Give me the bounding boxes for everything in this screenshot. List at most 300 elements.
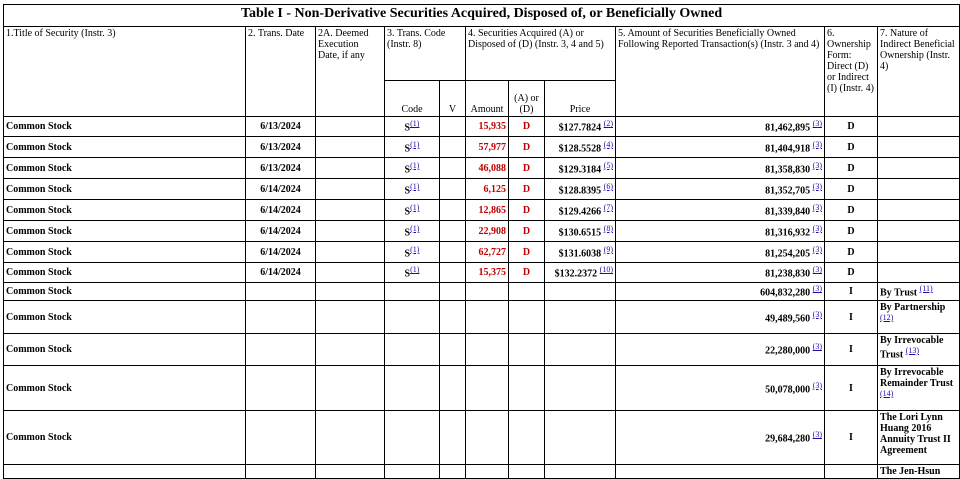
cell-a-or-d [509, 137, 545, 158]
cell-trans-date [246, 465, 316, 479]
header-deemed-execution-date: 2A. Deemed Execution Date, if any [316, 27, 385, 117]
nature-value: By Trust [880, 287, 918, 299]
cell-deemed-date [316, 283, 385, 301]
cell-a-or-d [509, 179, 545, 200]
ownership-form-value: I [849, 432, 853, 443]
footnote-link[interactable]: (8) [603, 223, 613, 233]
subheader-amount: Amount [466, 81, 509, 117]
trans-code: S [404, 143, 411, 155]
cell-trans-date [246, 179, 316, 200]
cell-trans-date [246, 283, 316, 301]
cell-deemed-date [316, 179, 385, 200]
cell-security [4, 117, 246, 137]
cell-price [545, 411, 616, 465]
table-row [4, 411, 960, 465]
security-title: Common Stock [6, 246, 72, 258]
a-or-d-value: D [522, 121, 531, 132]
cell-v [440, 242, 466, 263]
cell-a-or-d [509, 411, 545, 465]
footnote-link[interactable]: (3) [812, 160, 822, 170]
trans-code: S [404, 122, 411, 134]
a-or-d-value: D [522, 183, 531, 195]
cell-trans-date [246, 301, 316, 334]
subheader-a-or-d: (A) or (D) [509, 81, 545, 117]
cell-nature [878, 117, 960, 137]
cell-nature [878, 242, 960, 263]
cell-amount [466, 242, 509, 263]
cell-trans-date [246, 137, 316, 158]
cell-code [385, 334, 440, 366]
price-value: $127.7824 [558, 122, 602, 134]
cell-nature [878, 200, 960, 221]
footnote-link[interactable]: (14) [880, 389, 894, 398]
security-title: Common Stock [6, 141, 72, 153]
cell-code [385, 242, 440, 263]
cell-amount-owned [616, 411, 825, 465]
cell-amount-owned [616, 465, 825, 479]
cell-ownership-form [825, 242, 878, 263]
ownership-form-value: I [849, 382, 853, 394]
a-or-d-value: D [522, 267, 531, 278]
cell-code [385, 179, 440, 200]
cell-price [545, 137, 616, 158]
cell-amount [466, 158, 509, 179]
cell-ownership-form [825, 301, 878, 334]
cell-security [4, 221, 246, 242]
footnote-link[interactable]: (5) [603, 160, 613, 170]
nature-value: The Lori Lynn Huang 2016 Annuity Trust II Agreement [880, 412, 951, 456]
cell-amount-owned [616, 179, 825, 200]
table-row [4, 301, 960, 334]
cell-amount [466, 366, 509, 411]
amount-owned-value: 49,489,560 [765, 313, 811, 325]
cell-price [545, 242, 616, 263]
cell-v [440, 158, 466, 179]
cell-amount [466, 411, 509, 465]
ownership-form-value: D [847, 141, 855, 153]
security-title: Common Stock [6, 225, 72, 237]
cell-v [440, 334, 466, 366]
amount-owned-value: 81,316,932 [765, 227, 811, 239]
cell-code [385, 301, 440, 334]
cell-v [440, 137, 466, 158]
table-row [4, 137, 960, 158]
footnote-link[interactable]: (11) [919, 284, 933, 293]
table-row [4, 366, 960, 411]
footnote-link[interactable]: (4) [603, 139, 613, 149]
cell-price [545, 334, 616, 366]
header-securities-acquired: 4. Securities Acquired (A) or Disposed of (D) (Instr. 3, 4 and 5) [466, 27, 616, 81]
cell-nature [878, 158, 960, 179]
cell-amount [466, 117, 509, 137]
cell-trans-date [246, 411, 316, 465]
footnote-link[interactable]: (2) [603, 119, 613, 129]
cell-a-or-d [509, 221, 545, 242]
cell-trans-date [246, 158, 316, 179]
security-title: Common Stock [6, 183, 72, 195]
nature-value: By Irrevocable Remainder Trust [880, 367, 954, 389]
header-nature-indirect: 7. Nature of Indirect Beneficial Ownership (Instr. 4) [878, 27, 960, 117]
a-or-d-value: D [522, 141, 531, 153]
cell-deemed-date [316, 301, 385, 334]
amount-owned-value: 81,238,830 [765, 268, 811, 280]
cell-ownership-form [825, 366, 878, 411]
cell-nature [878, 283, 960, 301]
trans-date: 6/14/2024 [260, 225, 301, 237]
trans-code: S [404, 206, 411, 218]
cell-amount-owned [616, 137, 825, 158]
cell-amount-owned [616, 334, 825, 366]
cell-trans-date [246, 221, 316, 242]
amount-owned-value: 81,462,895 [765, 122, 811, 134]
footnote-link[interactable]: (13) [905, 346, 919, 355]
cell-code [385, 117, 440, 137]
table-row [4, 283, 960, 301]
price-value: $129.3184 [558, 164, 602, 176]
security-title: Common Stock [6, 344, 72, 355]
security-title: Common Stock [6, 432, 72, 443]
cell-amount [466, 221, 509, 242]
security-title: Common Stock [6, 311, 72, 323]
table-row [4, 117, 960, 137]
footnote-link[interactable]: (3) [812, 342, 822, 352]
trans-date: 6/14/2024 [260, 246, 301, 258]
ownership-form-value: D [847, 183, 855, 195]
header-ownership-form: 6. Ownership Form: Direct (D) or Indirect (I) (Instr. 4) [825, 27, 878, 117]
cell-security [4, 200, 246, 221]
trans-date: 6/14/2024 [260, 183, 301, 195]
cell-security [4, 179, 246, 200]
cell-code [385, 283, 440, 301]
cell-deemed-date [316, 263, 385, 283]
cell-a-or-d [509, 117, 545, 137]
cell-ownership-form [825, 179, 878, 200]
amount-value: 12,865 [478, 204, 506, 216]
a-or-d-value: D [522, 225, 531, 237]
cell-security [4, 242, 246, 263]
cell-price [545, 263, 616, 283]
footnote-link[interactable]: (1) [410, 181, 420, 191]
cell-nature [878, 179, 960, 200]
cell-amount [466, 137, 509, 158]
cell-a-or-d [509, 465, 545, 479]
cell-v [440, 465, 466, 479]
cell-nature [878, 334, 960, 366]
cell-v [440, 411, 466, 465]
cell-price [545, 200, 616, 221]
amount-value: 62,727 [478, 246, 506, 258]
trans-date: 6/13/2024 [260, 121, 301, 132]
amount-owned-value: 50,078,000 [765, 384, 811, 396]
cell-nature [878, 137, 960, 158]
subheader-price: Price [545, 81, 616, 117]
cell-ownership-form [825, 263, 878, 283]
ownership-form-value: D [847, 162, 855, 174]
amount-value: 22,908 [478, 225, 506, 237]
header-amount-owned: 5. Amount of Securities Beneficially Owned Following Reported Transaction(s) (Instr. 3 and 4) [616, 27, 825, 117]
footnote-link[interactable]: (1) [410, 244, 420, 254]
cell-ownership-form [825, 137, 878, 158]
table-row [4, 334, 960, 366]
cell-amount [466, 465, 509, 479]
cell-price [545, 465, 616, 479]
cell-ownership-form [825, 283, 878, 301]
footnote-link[interactable]: (1) [410, 160, 420, 170]
cell-v [440, 200, 466, 221]
cell-security [4, 283, 246, 301]
table-row [4, 179, 960, 200]
price-value: $131.6038 [558, 248, 602, 260]
header-trans-code: 3. Trans. Code (Instr. 8) [385, 27, 466, 81]
nature-value: By Irrevocable Trust [880, 335, 944, 361]
table-row [4, 200, 960, 221]
trans-code: S [404, 164, 411, 176]
amount-owned-value: 604,832,280 [760, 287, 811, 299]
footnote-link[interactable]: (1) [410, 119, 420, 129]
cell-nature [878, 366, 960, 411]
cell-deemed-date [316, 221, 385, 242]
cell-ownership-form [825, 411, 878, 465]
cell-price [545, 221, 616, 242]
cell-a-or-d [509, 263, 545, 283]
cell-code [385, 411, 440, 465]
security-title: Common Stock [6, 267, 72, 278]
cell-security [4, 158, 246, 179]
nature-value: By Partnership [880, 302, 946, 313]
header-title-of-security: 1.Title of Security (Instr. 3) [4, 27, 246, 117]
cell-code [385, 465, 440, 479]
trans-date: 6/14/2024 [260, 204, 301, 216]
footnote-link[interactable]: (1) [410, 139, 420, 149]
cell-a-or-d [509, 200, 545, 221]
footnote-link[interactable]: (3) [812, 119, 822, 129]
cell-price [545, 117, 616, 137]
amount-owned-value: 81,352,705 [765, 185, 811, 197]
cell-security [4, 137, 246, 158]
cell-ownership-form [825, 200, 878, 221]
trans-code: S [404, 227, 411, 239]
a-or-d-value: D [522, 246, 531, 258]
footnote-link[interactable]: (7) [603, 202, 613, 212]
cell-amount-owned [616, 158, 825, 179]
amount-owned-value: 81,254,205 [765, 248, 811, 260]
amount-value: 15,935 [478, 121, 506, 132]
cell-amount [466, 283, 509, 301]
cell-amount [466, 301, 509, 334]
amount-value: 15,375 [478, 267, 506, 278]
cell-code [385, 158, 440, 179]
cell-security [4, 366, 246, 411]
trans-code: S [404, 185, 411, 197]
cell-deemed-date [316, 137, 385, 158]
footnote-link[interactable]: (3) [812, 181, 822, 191]
cell-trans-date [246, 200, 316, 221]
cell-nature [878, 411, 960, 465]
cell-security [4, 334, 246, 366]
amount-owned-value: 29,684,280 [765, 433, 811, 445]
subheader-v: V [440, 81, 466, 117]
cell-nature [878, 221, 960, 242]
footnote-link[interactable]: (3) [812, 380, 822, 390]
footnote-link[interactable]: (3) [812, 223, 822, 233]
cell-amount-owned [616, 117, 825, 137]
security-title: Common Stock [6, 121, 72, 132]
cell-ownership-form [825, 465, 878, 479]
trans-date: 6/13/2024 [260, 162, 301, 174]
footnote-link[interactable]: (6) [603, 181, 613, 191]
footnote-link[interactable]: (3) [812, 265, 822, 275]
footnote-link[interactable]: (3) [812, 202, 822, 212]
cell-a-or-d [509, 158, 545, 179]
cell-nature [878, 301, 960, 334]
footnote-link[interactable]: (3) [812, 244, 822, 254]
cell-security [4, 465, 246, 479]
security-title: Common Stock [6, 204, 72, 216]
cell-price [545, 301, 616, 334]
cell-v [440, 117, 466, 137]
footnote-link[interactable]: (3) [812, 430, 822, 440]
ownership-form-value: D [847, 121, 855, 132]
table-row [4, 465, 960, 479]
cell-v [440, 366, 466, 411]
footnote-link[interactable]: (12) [880, 313, 894, 322]
cell-code [385, 200, 440, 221]
table-title: Table I - Non-Derivative Securities Acquired, Disposed of, or Beneficially Owned [4, 5, 960, 27]
footnote-link[interactable]: (1) [410, 202, 420, 212]
footnote-link[interactable]: (3) [812, 284, 822, 294]
amount-value: 57,977 [478, 141, 506, 153]
cell-security [4, 301, 246, 334]
table-row [4, 221, 960, 242]
cell-trans-date [246, 117, 316, 137]
price-value: $129.4266 [558, 206, 602, 218]
cell-ownership-form [825, 117, 878, 137]
ownership-form-value: D [847, 225, 855, 237]
ownership-form-value: D [847, 204, 855, 216]
ownership-form-value: D [847, 267, 855, 278]
cell-amount-owned [616, 221, 825, 242]
trans-date: 6/13/2024 [260, 141, 301, 153]
cell-trans-date [246, 263, 316, 283]
cell-amount-owned [616, 200, 825, 221]
cell-nature [878, 263, 960, 283]
cell-amount [466, 200, 509, 221]
table-row [4, 263, 960, 283]
cell-deemed-date [316, 200, 385, 221]
cell-trans-date [246, 334, 316, 366]
amount-owned-value: 81,358,830 [765, 164, 811, 176]
cell-a-or-d [509, 242, 545, 263]
ownership-form-value: D [847, 246, 855, 258]
cell-amount [466, 179, 509, 200]
amount-owned-value: 22,280,000 [765, 345, 811, 357]
table-body [4, 117, 960, 479]
cell-code [385, 221, 440, 242]
trans-code: S [404, 268, 411, 280]
table-row [4, 242, 960, 263]
price-value: $128.8395 [558, 185, 602, 197]
cell-v [440, 179, 466, 200]
ownership-form-value: I [849, 311, 853, 323]
cell-deemed-date [316, 117, 385, 137]
cell-code [385, 366, 440, 411]
cell-trans-date [246, 366, 316, 411]
cell-amount-owned [616, 242, 825, 263]
cell-amount-owned [616, 366, 825, 411]
cell-amount-owned [616, 283, 825, 301]
ownership-form-value: I [849, 344, 853, 355]
security-title: Common Stock [6, 162, 72, 174]
cell-price [545, 366, 616, 411]
ownership-form-value: I [849, 286, 853, 297]
nature-value: The Jen-Hsun [880, 466, 941, 477]
cell-v [440, 263, 466, 283]
footnote-link[interactable]: (1) [410, 265, 420, 275]
price-value: $128.5528 [558, 143, 602, 155]
cell-nature [878, 465, 960, 479]
cell-price [545, 179, 616, 200]
cell-deemed-date [316, 366, 385, 411]
cell-code [385, 137, 440, 158]
footnote-link[interactable]: (1) [410, 223, 420, 233]
cell-amount [466, 263, 509, 283]
trans-date: 6/14/2024 [260, 267, 301, 278]
cell-a-or-d [509, 334, 545, 366]
cell-trans-date [246, 242, 316, 263]
cell-v [440, 283, 466, 301]
amount-owned-value: 81,339,840 [765, 206, 811, 218]
cell-a-or-d [509, 366, 545, 411]
cell-amount-owned [616, 301, 825, 334]
subheader-code: Code [385, 81, 440, 117]
header-trans-date: 2. Trans. Date [246, 27, 316, 117]
cell-deemed-date [316, 158, 385, 179]
amount-value: 6,125 [483, 183, 506, 195]
a-or-d-value: D [522, 162, 531, 174]
cell-a-or-d [509, 301, 545, 334]
cell-deemed-date [316, 242, 385, 263]
cell-code [385, 263, 440, 283]
footnote-link[interactable]: (10) [599, 265, 613, 275]
cell-security [4, 263, 246, 283]
footnote-link[interactable]: (9) [603, 244, 613, 254]
cell-price [545, 158, 616, 179]
cell-ownership-form [825, 158, 878, 179]
cell-v [440, 221, 466, 242]
amount-owned-value: 81,404,918 [765, 143, 811, 155]
footnote-link[interactable]: (3) [812, 309, 822, 319]
cell-amount [466, 334, 509, 366]
amount-value: 46,088 [478, 162, 506, 174]
security-title: Common Stock [6, 382, 72, 394]
cell-security [4, 411, 246, 465]
cell-ownership-form [825, 334, 878, 366]
cell-amount-owned [616, 263, 825, 283]
trans-code: S [404, 248, 411, 260]
security-title: Common Stock [6, 286, 72, 297]
cell-ownership-form [825, 221, 878, 242]
table-row [4, 158, 960, 179]
non-derivative-securities-table [3, 4, 960, 479]
cell-a-or-d [509, 283, 545, 301]
cell-price [545, 283, 616, 301]
footnote-link[interactable]: (3) [812, 139, 822, 149]
price-value: $132.2372 [554, 268, 598, 280]
cell-deemed-date [316, 411, 385, 465]
cell-v [440, 301, 466, 334]
cell-deemed-date [316, 465, 385, 479]
a-or-d-value: D [522, 204, 531, 216]
